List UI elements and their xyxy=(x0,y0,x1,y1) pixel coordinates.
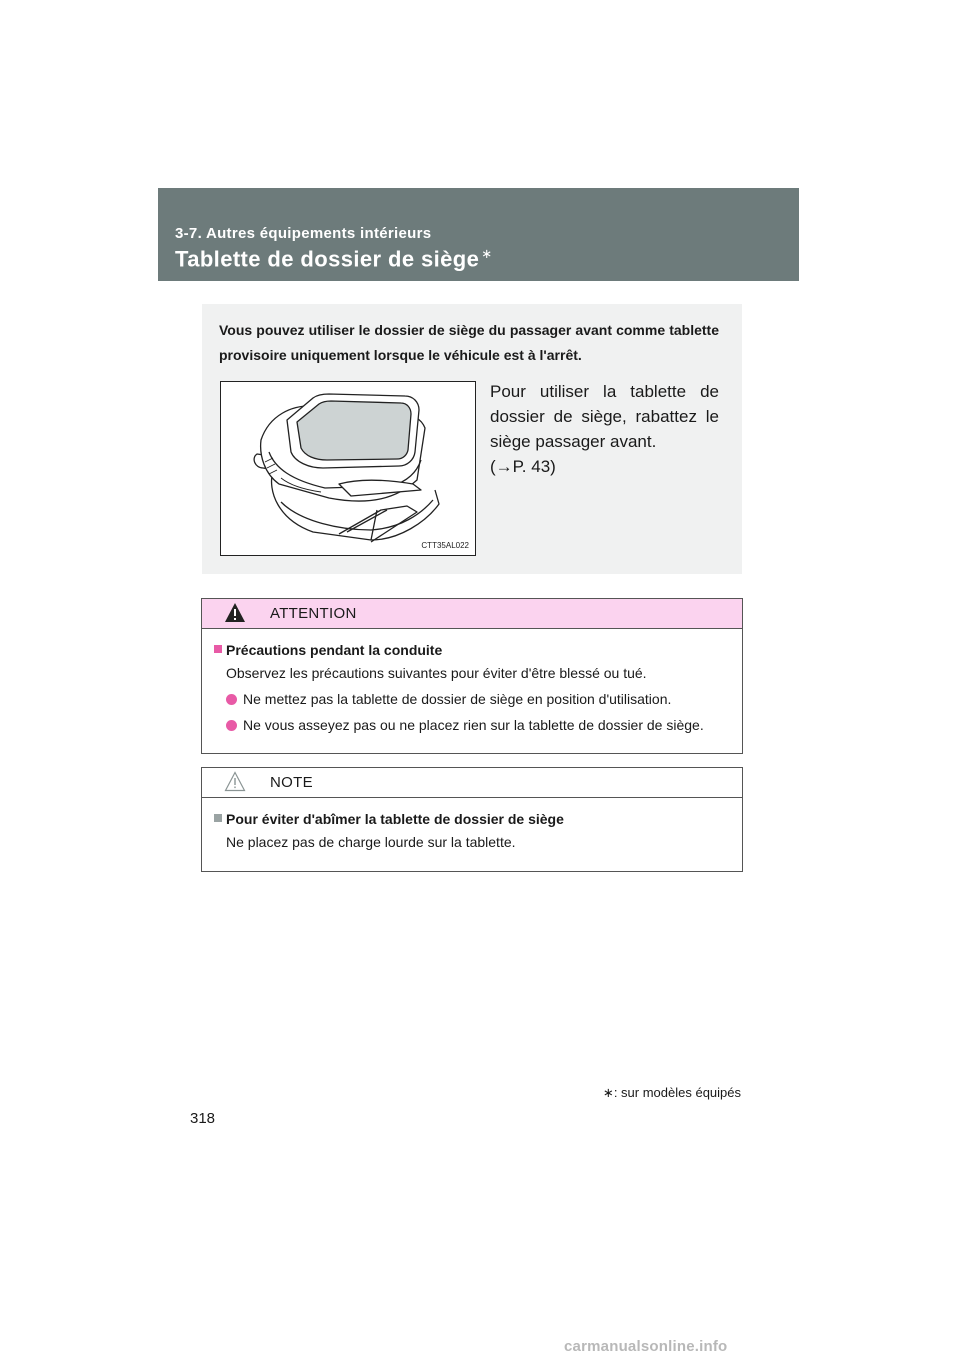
warning-icon xyxy=(224,602,246,623)
note-header xyxy=(202,768,742,798)
title-footnote-mark: ∗ xyxy=(481,246,493,261)
attention-header xyxy=(202,599,742,629)
page-reference-link[interactable]: (→P. 43) xyxy=(490,457,556,476)
section-header xyxy=(158,188,799,281)
instruction-text xyxy=(490,379,719,479)
folded-seat-drawing xyxy=(221,382,475,555)
section-label: 3-7. Autres équipements intérieurs xyxy=(175,225,432,242)
warning-outline-icon xyxy=(224,771,246,792)
note-subtitle: Pour éviter d'abîmer la tablette de dossier de siège xyxy=(214,811,732,827)
note-label: NOTE xyxy=(270,774,313,791)
note-body xyxy=(202,798,742,870)
attention-label: ATTENTION xyxy=(270,605,357,622)
figure-code: CTT35AL022 xyxy=(421,541,469,550)
page-number: 318 xyxy=(190,1110,216,1127)
attention-bullet: Ne vous asseyez pas ou ne placez rien sur la tablette de dossier de siège. xyxy=(226,717,732,734)
intro-box xyxy=(202,304,742,574)
attention-bullet: Ne mettez pas la tablette de dossier de siège en position d'utilisation. xyxy=(226,691,732,708)
instruction-body: Pour utiliser la tablette de dossier de siège, rabattez le siège passager avant. xyxy=(490,382,719,451)
attention-box xyxy=(201,598,743,754)
note-text: Ne placez pas de charge lourde sur la tablette. xyxy=(226,834,516,850)
circle-bullet-icon xyxy=(226,720,237,731)
attention-text: Observez les précautions suivantes pour éviter d'être blessé ou tué. xyxy=(226,665,647,681)
circle-bullet-icon xyxy=(226,694,237,705)
page-title: Tablette de dossier de siège ∗ xyxy=(175,246,493,272)
seat-tray-illustration xyxy=(220,381,476,556)
attention-subtitle: Précautions pendant la conduite xyxy=(214,642,732,658)
square-bullet-icon xyxy=(214,645,222,653)
square-bullet-icon xyxy=(214,814,222,822)
attention-body xyxy=(202,629,742,753)
footnote: ∗: sur modèles équipés xyxy=(602,1085,741,1100)
watermark: carmanualsonline.info xyxy=(564,1338,728,1355)
intro-text: Vous pouvez utiliser le dossier de siège du passager avant comme tablette provisoire uniquement lorsque le véhicule est à l'arrêt. xyxy=(219,322,719,363)
note-box xyxy=(201,767,743,872)
